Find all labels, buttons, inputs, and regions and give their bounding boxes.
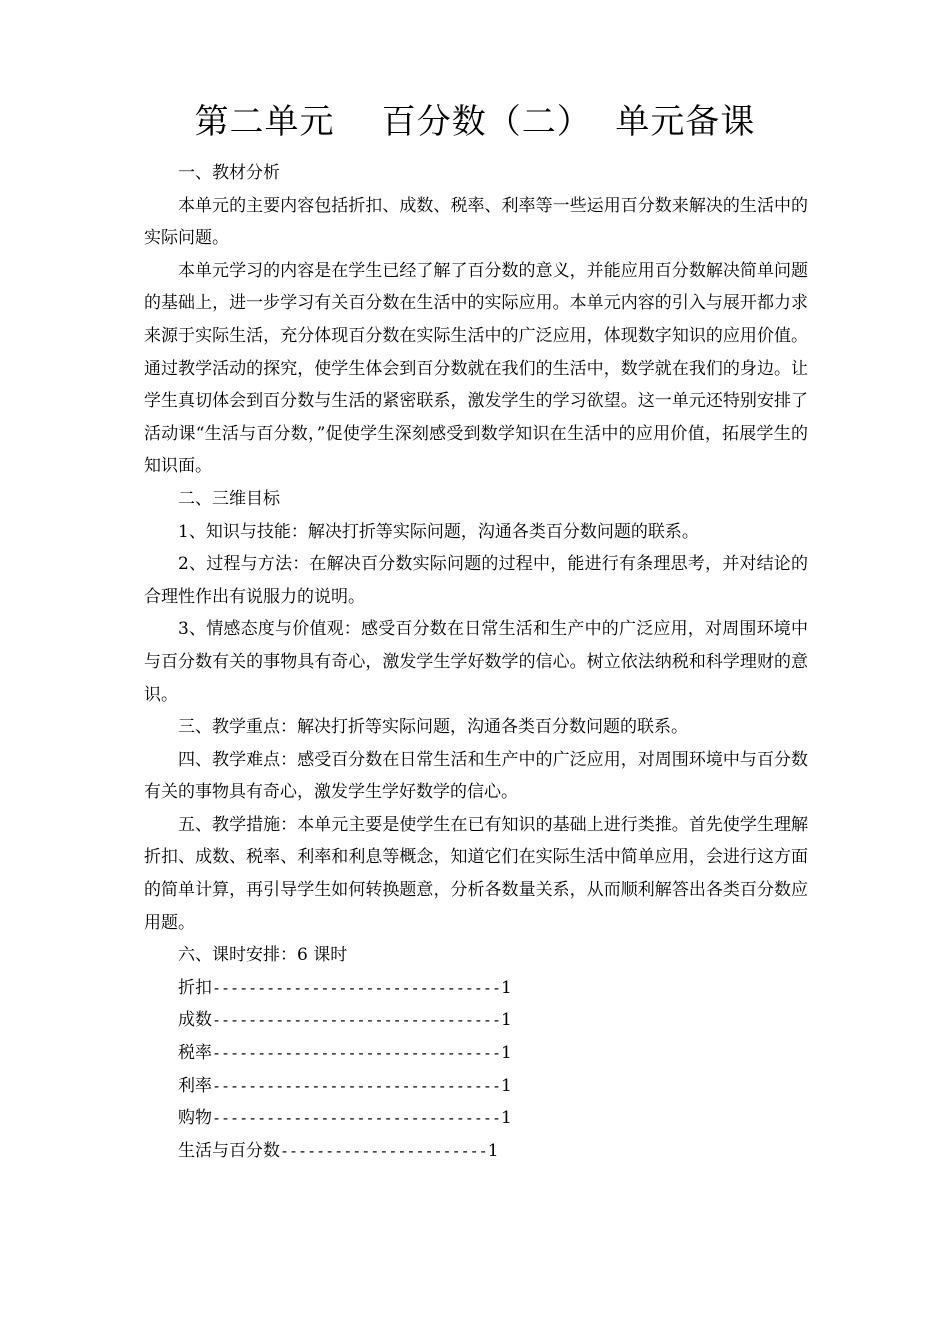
schedule-leader: -------------------------------- — [212, 1076, 501, 1095]
schedule-hours: 1 — [500, 977, 512, 998]
schedule-row — [144, 1135, 808, 1168]
schedule-leader: -------------------------------- — [212, 1109, 501, 1128]
schedule-row — [144, 1037, 808, 1070]
section-key-points: 三、教学重点：解决打折等实际问题，沟通各类百分数问题的联系。 — [178, 717, 688, 738]
schedule-leader: -------------------------------- — [212, 1011, 501, 1030]
goal-process: 2、过程与方法：在解决百分数实际问题的过程中，能进行有条理思考，并对结论的合理性作出有说服力的说明。 — [144, 554, 808, 607]
schedule-hours: 1 — [487, 1140, 499, 1161]
schedule-topic: 折扣 — [178, 977, 212, 998]
document-body — [144, 157, 808, 1167]
schedule-row — [144, 1070, 808, 1103]
schedule-topic: 生活与百分数 — [178, 1140, 280, 1161]
schedule-row — [144, 1102, 808, 1135]
schedule-hours: 1 — [500, 1043, 512, 1064]
section-heading-analysis: 一、教材分析 — [178, 163, 280, 183]
schedule-leader: ----------------------- — [280, 1141, 488, 1160]
schedule-row — [144, 1004, 808, 1037]
paragraph-analysis-1: 本单元的主要内容包括折扣、成数、税率、利率等一些运用百分数来解决的生活中的实际问题。 — [144, 195, 808, 249]
schedule-hours: 1 — [500, 1075, 512, 1096]
schedule-leader: -------------------------------- — [212, 978, 501, 997]
paragraph-analysis-2: 本单元学习的内容是在学生已经了解了百分数的意义，并能应用百分数解决简单问题的基础上，进一步学习有关百分数在生活中的实际应用。本单元内容的引入与展开都力求来源于实际生活，充分体现百分数在实际生活中的广泛应用，体现数字知识的应用价值。通过教学活动的探究，使学生体会到百分数就在我们的生活中，数学就在我们的身边。让学生真切体会到百分数与生活的紧密联系，激发学生的学习欲望。这一单元还特别安排了活动课“生活与百分数，”促使学生深刻感受到数学知识在生活中的应用价值，拓展学生的知识面。 — [144, 260, 808, 477]
page-title: 第二单元 百分数（二） 单元备课 — [194, 102, 756, 142]
goal-attitude: 3、情感态度与价值观：感受百分数在日常生活和生产中的广泛应用，对周围环境中与百分数有关的事物具有奇心，激发学生学好数学的信心。树立依法纳税和科学理财的意识。 — [144, 619, 808, 705]
schedule-hours: 1 — [500, 1010, 512, 1031]
section-heading-goals: 二、三维目标 — [178, 488, 280, 509]
schedule-row — [144, 972, 808, 1005]
section-heading-schedule: 六、课时安排：6 课时 — [178, 945, 348, 966]
schedule-topic: 税率 — [178, 1043, 212, 1064]
section-difficulties: 四、教学难点：感受百分数在日常生活和生产中的广泛应用，对周围环境中与百分数有关的事物具有奇心，激发学生学好数学的信心。 — [144, 749, 808, 803]
schedule-leader: -------------------------------- — [212, 1044, 501, 1063]
schedule-topic: 利率 — [178, 1075, 212, 1096]
goal-knowledge: 1、知识与技能：解决打折等实际问题，沟通各类百分数问题的联系。 — [178, 521, 699, 542]
schedule-topic: 购物 — [178, 1108, 212, 1129]
section-measures: 五、教学措施：本单元主要是使学生在已有知识的基础上进行类推。首先使学生理解折扣、成数、税率、利率和利息等概念，知道它们在实际生活中简单应用，会进行这方面的简单计算，再引导学生如何转换题意，分析各数量关系，从而顺利解答出各类百分数应用题。 — [144, 814, 808, 933]
schedule-topic: 成数 — [178, 1010, 212, 1031]
schedule-hours: 1 — [500, 1108, 512, 1129]
